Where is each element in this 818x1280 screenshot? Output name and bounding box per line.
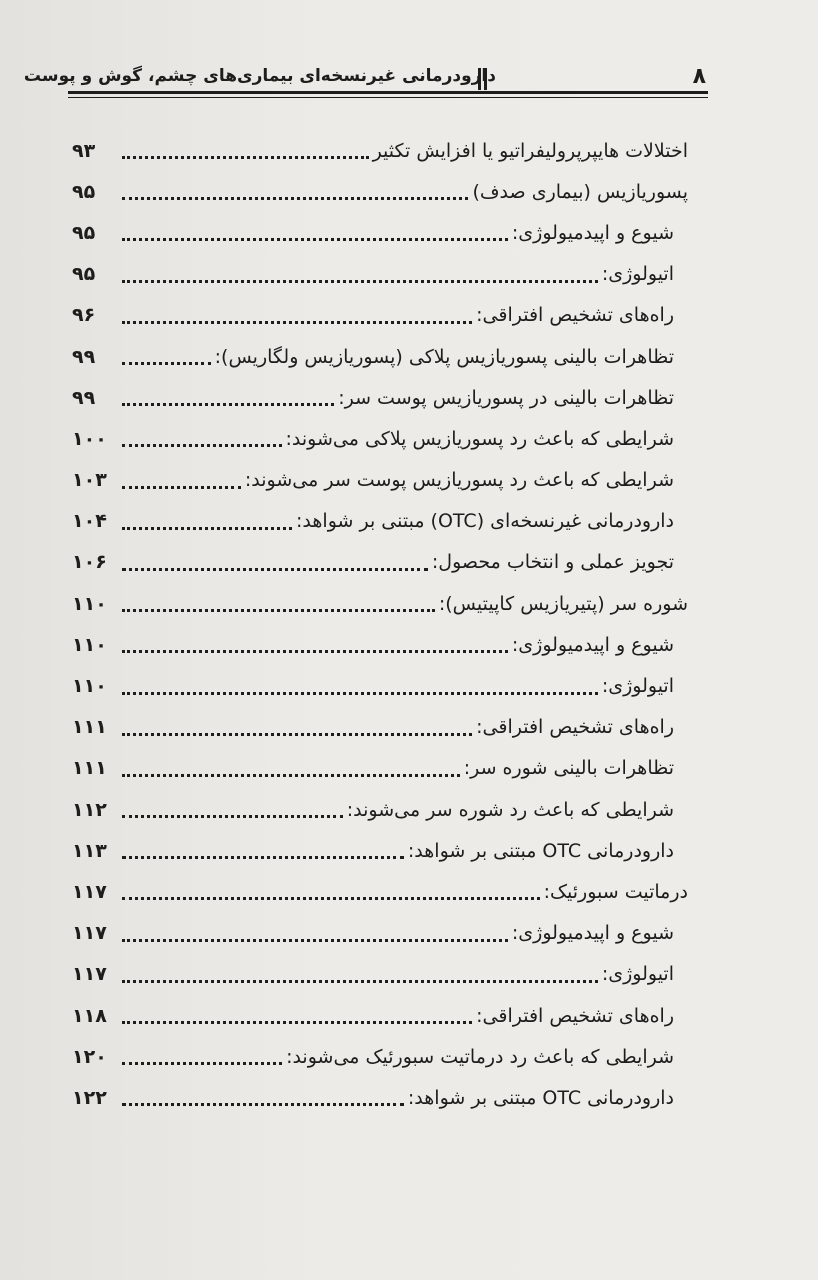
toc-entry: [72, 212, 688, 253]
page-header: [23, 60, 708, 100]
dot-leader: [122, 486, 241, 489]
toc-entry-page: ۱۲۲: [72, 1086, 107, 1109]
toc-entry: [72, 171, 688, 212]
toc-entry: [72, 254, 688, 295]
toc-entry-title: دارودرمانی OTC مبتنی بر شواهد:: [407, 1086, 674, 1109]
dot-leader: [122, 197, 468, 200]
header-rule: [68, 91, 708, 94]
toc-entry: [72, 583, 688, 624]
dot-leader: [122, 1103, 404, 1106]
toc-entry-page: ۹۵: [72, 263, 96, 286]
dot-leader: [122, 238, 508, 241]
toc-entry-title: شیوع و اپیدمیولوژی:: [511, 922, 674, 945]
toc-entry-page: ۱۱۷: [72, 880, 107, 903]
dot-leader: [122, 403, 334, 406]
toc-entry-title: راه‌های تشخیص افتراقی:: [476, 716, 674, 739]
toc-entry-page: ۱۱۸: [72, 1004, 107, 1027]
toc-entry-page: ۱۱۲: [72, 798, 107, 821]
toc-entry: [72, 624, 688, 665]
toc-entry: [72, 995, 688, 1036]
toc-entry-page: ۹۶: [72, 304, 96, 327]
toc-entry-page: ۱۰۰: [72, 427, 107, 450]
table-of-contents: [72, 130, 688, 1119]
toc-entry-title: دارودرمانی OTC مبتنی بر شواهد:: [407, 839, 674, 862]
toc-entry-title: اختلالات هایپرپرولیفراتیو یا افزایش تکثیر: [372, 139, 688, 162]
dot-leader: [122, 939, 508, 942]
toc-entry-title: تظاهرات بالینی پسوریازیس پلاکی (پسوریازیس ولگاریس):: [214, 345, 674, 368]
toc-entry: [72, 130, 688, 171]
toc-entry: [72, 295, 688, 336]
dot-leader: [122, 568, 428, 571]
dot-leader: [122, 321, 472, 324]
toc-entry-page: ۱۱۱: [72, 757, 107, 780]
toc-entry-page: ۹۹: [72, 386, 96, 409]
toc-entry-title: تظاهرات بالینی در پسوریازیس پوست سر:: [338, 386, 674, 409]
toc-entry-title: پسوریازیس (بیماری صدف): [472, 180, 688, 203]
dot-leader: [122, 650, 508, 653]
toc-entry-page: ۱۱۱: [72, 716, 107, 739]
toc-entry: [72, 748, 688, 789]
dot-leader: [122, 733, 472, 736]
toc-entry-page: ۱۱۷: [72, 922, 107, 945]
dot-leader: [122, 362, 211, 365]
toc-entry-title: دارودرمانی غیرنسخه‌ای (OTC) مبتنی بر شواهد:: [296, 510, 674, 533]
toc-entry: [72, 542, 688, 583]
toc-entry-title: راه‌های تشخیص افتراقی:: [476, 304, 674, 327]
header-rule-thin: [68, 97, 708, 98]
toc-entry: [72, 871, 688, 912]
toc-entry-title: اتیولوژی:: [601, 263, 674, 286]
dot-leader: [122, 527, 292, 530]
toc-entry: [72, 418, 688, 459]
toc-entry-page: ۱۰۳: [72, 469, 107, 492]
toc-entry-title: شوره سر (پتیریازیس کاپیتیس):: [438, 592, 688, 615]
dot-leader: [122, 774, 460, 777]
toc-entry-page: ۱۱۳: [72, 839, 107, 862]
dot-leader: [122, 815, 343, 818]
toc-entry-page: ۱۱۰: [72, 592, 107, 615]
toc-entry-page: ۱۱۰: [72, 675, 107, 698]
dot-leader: [122, 692, 598, 695]
toc-entry-page: ۱۱۰: [72, 633, 107, 656]
toc-entry: [72, 830, 688, 871]
toc-entry-page: ۹۹: [72, 345, 96, 368]
dot-leader: [122, 1021, 472, 1024]
toc-entry-title: اتیولوژی:: [601, 963, 674, 986]
toc-entry: [72, 1036, 688, 1077]
toc-entry: [72, 789, 688, 830]
toc-entry-title: درماتیت سبورئیک:: [543, 880, 688, 903]
dot-leader: [122, 609, 435, 612]
toc-entry: [72, 665, 688, 706]
toc-entry: [72, 336, 688, 377]
toc-entry-page: ۱۰۴: [72, 510, 107, 533]
toc-entry-title: شرایطی که باعث رد درماتیت سبورئیک می‌شوند:: [286, 1045, 674, 1068]
toc-entry: [72, 460, 688, 501]
running-title: دارودرمانی غیرنسخه‌ای بیماری‌های چشم، گوش و پوست: [23, 66, 496, 86]
toc-entry: [72, 913, 688, 954]
toc-entry-title: شرایطی که باعث رد پسوریازیس پوست سر می‌شوند:: [244, 469, 674, 492]
toc-entry-page: ۹۵: [72, 221, 96, 244]
toc-entry-title: شرایطی که باعث رد شوره سر می‌شوند:: [346, 798, 674, 821]
toc-entry-page: ۹۳: [72, 139, 96, 162]
toc-entry-title: شیوع و اپیدمیولوژی:: [511, 633, 674, 656]
toc-entry: [72, 501, 688, 542]
toc-entry-page: ۱۱۷: [72, 963, 107, 986]
dot-leader: [122, 280, 598, 283]
dot-leader: [122, 856, 404, 859]
toc-entry-title: شرایطی که باعث رد پسوریازیس پلاکی می‌شوند:: [285, 427, 674, 450]
toc-entry: [72, 707, 688, 748]
dot-leader: [122, 1062, 282, 1065]
dot-leader: [122, 980, 598, 983]
toc-entry-title: راه‌های تشخیص افتراقی:: [476, 1004, 674, 1027]
toc-entry-title: شیوع و اپیدمیولوژی:: [511, 221, 674, 244]
dot-leader: [122, 444, 282, 447]
toc-entry-title: تجویز عملی و انتخاب محصول:: [431, 551, 674, 574]
toc-entry-title: تظاهرات بالینی شوره سر:: [463, 757, 674, 780]
page-number: ۸: [692, 64, 706, 89]
toc-entry: [72, 954, 688, 995]
dot-leader: [122, 897, 540, 900]
toc-entry: [72, 1077, 688, 1118]
toc-entry: [72, 377, 688, 418]
toc-entry-title: اتیولوژی:: [601, 675, 674, 698]
toc-entry-page: ۹۵: [72, 180, 96, 203]
dot-leader: [122, 156, 369, 159]
toc-entry-page: ۱۰۶: [72, 551, 107, 574]
toc-entry-page: ۱۲۰: [72, 1045, 107, 1068]
